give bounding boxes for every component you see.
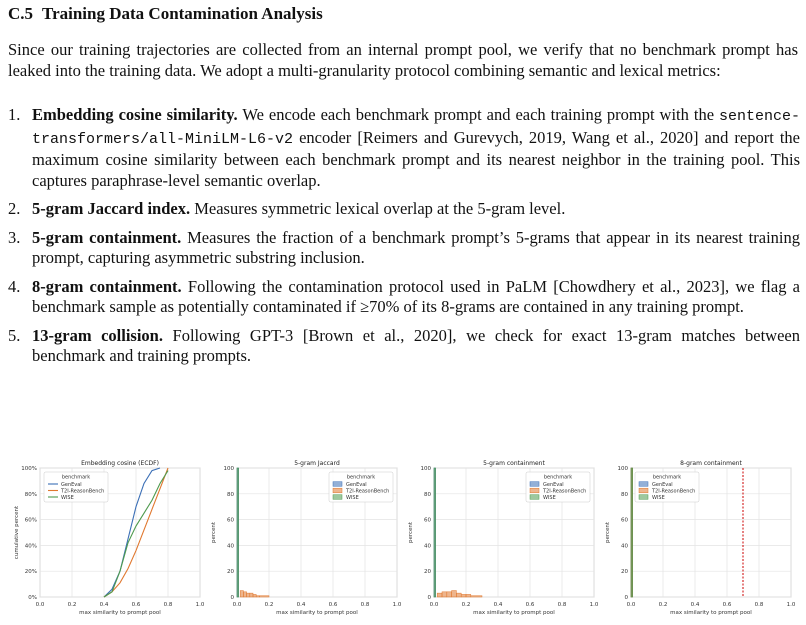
histogram-bar-t2i-reasonbench — [471, 596, 482, 597]
histogram-bar-wise — [631, 468, 633, 597]
list-item — [8, 199, 800, 220]
legend-label: T2I-ReasonBench — [543, 488, 587, 495]
legend-title: benchmark — [346, 474, 376, 481]
x-tick-label: 1.0 — [392, 602, 402, 608]
histogram-bar-t2i-reasonbench — [253, 594, 256, 597]
item-text: We encode each benchmark prompt and each training prompt with the — [237, 105, 719, 124]
x-tick-label: 0.6 — [328, 602, 338, 608]
section-title: Training Data Contamination Analysis — [42, 4, 323, 23]
y-tick-label: 20 — [227, 569, 234, 576]
x-tick-label: 0.0 — [429, 602, 439, 608]
histogram-bar-t2i-reasonbench — [256, 596, 259, 597]
x-tick-label: 0.8 — [163, 602, 173, 608]
histogram-bar-t2i-reasonbench — [447, 592, 452, 597]
item-text: Following GPT-3 [Brown et al., 2020], we check for exact 13-gram matches between benchmark and training prompts. — [32, 325, 800, 365]
item-text: Measures the fraction of a benchmark prompt’s 5-grams that appear in its nearest training prompt, capturing asymmetric substring inclusion. — [32, 227, 801, 267]
ecdf-chart — [6, 455, 205, 620]
y-tick-label: 80 — [424, 491, 431, 498]
y-tick-label: 40 — [621, 543, 628, 550]
list-item — [8, 105, 800, 191]
histogram-bar-t2i-reasonbench — [456, 593, 461, 597]
list-item — [8, 326, 800, 367]
x-axis-label: max similarity to prompt pool — [276, 610, 358, 616]
metric-list — [8, 105, 800, 375]
legend-label: GenEval — [652, 481, 673, 488]
x-tick-label: 0.8 — [557, 602, 567, 608]
chart-panel-5gram-jaccard — [203, 455, 402, 620]
chart-title: 8-gram containment — [680, 460, 742, 467]
legend-label: WISE — [652, 494, 665, 501]
chart-title: 5-gram containment — [483, 460, 545, 467]
y-tick-label: 20% — [24, 569, 37, 576]
y-tick-label: 0 — [624, 595, 628, 601]
x-tick-label: 0.2 — [461, 602, 471, 608]
y-tick-label: 0% — [28, 595, 37, 601]
legend-label: WISE — [543, 494, 556, 501]
legend-label: WISE — [346, 494, 359, 501]
legend-title: benchmark — [543, 474, 573, 481]
x-axis-label: max similarity to prompt pool — [79, 610, 161, 616]
histogram-bar-t2i-reasonbench — [240, 591, 243, 597]
item-text: encoder [Reimers and Gurevych, 2019, Wang et al., 2020] and report the maximum cosine similarity between each benchmark prompt and its nearest neighbor in the training pool. This captures paraphrase-level semantic overlap. — [32, 127, 800, 190]
histogram-bar-wise — [434, 468, 436, 597]
x-tick-label: 0.2 — [264, 602, 274, 608]
x-tick-label: 0.4 — [99, 602, 109, 608]
y-tick-label: 60 — [621, 517, 628, 524]
x-tick-label: 1.0 — [786, 602, 796, 608]
section-number: C.5 — [8, 4, 34, 23]
item-text: Measures symmetric lexical overlap at the 5-gram level. — [190, 199, 566, 218]
y-axis-label: percent — [408, 521, 414, 544]
item-term: 5-gram Jaccard index. — [32, 199, 191, 218]
histogram-bar-t2i-reasonbench — [442, 592, 447, 597]
legend-label: T2I-ReasonBench — [61, 488, 105, 495]
x-tick-label: 0.0 — [35, 602, 45, 608]
legend-swatch — [530, 488, 539, 493]
histogram-bar-t2i-reasonbench — [247, 593, 250, 597]
y-tick-label: 100% — [21, 466, 37, 472]
histogram-bar-t2i-reasonbench — [452, 591, 457, 597]
legend-label: GenEval — [346, 481, 367, 488]
legend-title: benchmark — [61, 474, 91, 481]
y-tick-label: 80 — [227, 491, 234, 498]
y-tick-label: 40 — [227, 543, 234, 550]
item-number: 3. — [8, 227, 21, 247]
item-term: 13-gram collision. — [32, 325, 163, 345]
y-tick-label: 40 — [424, 543, 431, 550]
histogram-bar-t2i-reasonbench — [437, 593, 442, 597]
x-tick-label: 0.2 — [658, 602, 668, 608]
x-tick-label: 0.6 — [722, 602, 732, 608]
list-item — [8, 277, 800, 318]
legend-swatch — [530, 495, 539, 500]
x-tick-label: 0.4 — [690, 602, 700, 608]
x-tick-label: 0.4 — [493, 602, 503, 608]
item-term: Embedding cosine similarity. — [32, 105, 238, 124]
legend-swatch — [333, 482, 342, 487]
y-tick-label: 80 — [621, 491, 628, 498]
histogram-bar-t2i-reasonbench — [466, 594, 471, 597]
histogram-bar-t2i-reasonbench — [461, 594, 466, 597]
x-tick-label: 0.2 — [67, 602, 77, 608]
x-tick-label: 0.0 — [626, 602, 636, 608]
y-tick-label: 60% — [24, 517, 37, 524]
legend-label: T2I-ReasonBench — [652, 488, 696, 495]
histogram-bar-t2i-reasonbench — [243, 592, 246, 597]
x-tick-label: 0.8 — [754, 602, 764, 608]
x-tick-label: 1.0 — [195, 602, 205, 608]
x-tick-label: 0.8 — [360, 602, 370, 608]
y-tick-label: 100 — [223, 466, 234, 472]
legend-label: T2I-ReasonBench — [346, 488, 390, 495]
contamination-figure — [0, 455, 806, 620]
legend-label: GenEval — [543, 481, 564, 488]
legend-swatch — [530, 482, 539, 487]
legend-swatch — [639, 482, 648, 487]
y-tick-label: 0 — [230, 595, 234, 601]
x-tick-label: 0.6 — [131, 602, 141, 608]
item-number: 4. — [8, 276, 21, 296]
x-tick-label: 1.0 — [589, 602, 599, 608]
y-axis-label: percent — [605, 521, 611, 544]
y-tick-label: 0 — [427, 595, 431, 601]
y-tick-label: 20 — [621, 569, 628, 576]
chart-panel-5gram-containment — [400, 455, 599, 620]
histogram-bar-t2i-reasonbench — [250, 593, 253, 597]
legend-swatch — [639, 495, 648, 500]
y-axis-label: cumulative percent — [14, 505, 20, 560]
chart-title: 5-gram Jaccard — [294, 460, 340, 467]
y-tick-label: 100 — [617, 466, 628, 472]
x-tick-label: 0.0 — [232, 602, 242, 608]
item-number: 1. — [8, 105, 21, 124]
histogram-bar-wise — [237, 468, 239, 597]
intro-paragraph: Since our training trajectories are collected from an internal prompt pool, we verify that no benchmark prompt has leaked into the training data. We adopt a multi-granularity protocol combining semantic and lexical metrics: — [8, 40, 798, 80]
item-text: Following the contamination protocol used in PaLM [Chowdhery et al., 2023], we flag a benchmark sample as potentially contaminated if ≥70% of its 8-grams are contained in any training prompt. — [32, 276, 801, 316]
legend-title: benchmark — [652, 474, 682, 481]
x-axis-label: max similarity to prompt pool — [670, 610, 752, 616]
histogram-bar-t2i-reasonbench — [259, 596, 269, 597]
legend-label: GenEval — [61, 481, 82, 488]
x-tick-label: 0.4 — [296, 602, 306, 608]
item-number: 5. — [8, 325, 21, 345]
section-heading — [8, 4, 323, 24]
model-name: sentence-transformers/all-MiniLM-L6-v2 — [32, 108, 800, 148]
chart-title: Embedding cosine (ECDF) — [81, 460, 159, 467]
containment8-histogram — [597, 455, 796, 620]
y-axis-label: percent — [211, 521, 217, 544]
containment5-histogram — [400, 455, 599, 620]
item-number: 2. — [8, 199, 21, 218]
legend-swatch — [333, 495, 342, 500]
legend-swatch — [333, 488, 342, 493]
legend-label: WISE — [61, 494, 74, 501]
chart-panel-8gram-containment — [597, 455, 796, 620]
item-term: 5-gram containment. — [32, 227, 182, 247]
y-tick-label: 80% — [24, 491, 37, 498]
legend-swatch — [639, 488, 648, 493]
jaccard-histogram — [203, 455, 402, 620]
y-tick-label: 100 — [420, 466, 431, 472]
x-axis-label: max similarity to prompt pool — [473, 610, 555, 616]
list-item — [8, 228, 800, 269]
y-tick-label: 60 — [424, 517, 431, 524]
y-tick-label: 40% — [24, 543, 37, 550]
y-tick-label: 20 — [424, 569, 431, 576]
y-tick-label: 60 — [227, 517, 234, 524]
chart-panel-embedding-ecdf — [6, 455, 205, 620]
item-term: 8-gram containment. — [32, 276, 182, 296]
x-tick-label: 0.6 — [525, 602, 535, 608]
